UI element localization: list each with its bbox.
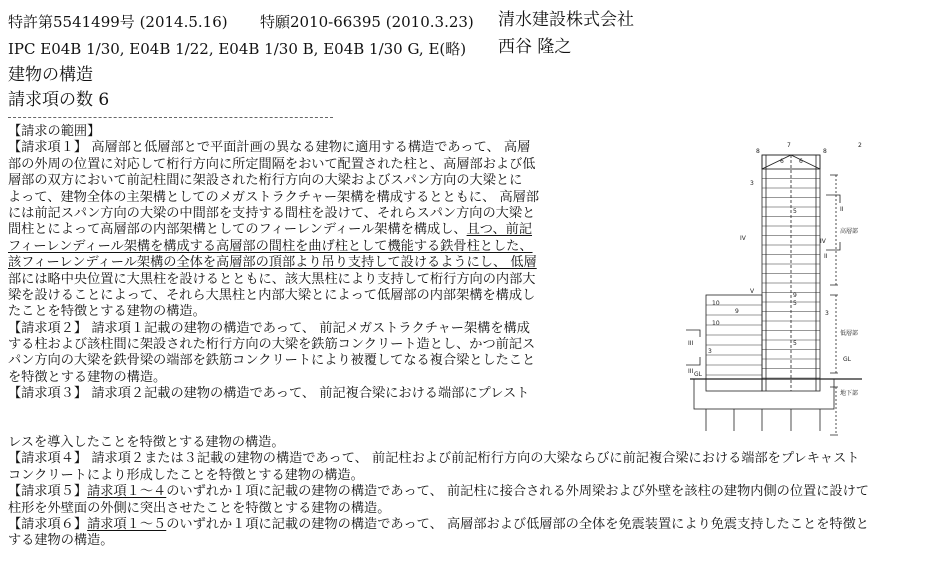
claims-line: [8, 222, 539, 238]
claims-line: 柱形を外壁面の外側に突出させたことを特徴とする建物の構造。: [8, 500, 391, 516]
claims-full-width: [8, 435, 869, 550]
label-IV: IV: [820, 238, 826, 245]
patent-title: 建物の構造: [8, 65, 93, 85]
ipc-classification: IPC E04B 1/30, E04B 1/22, E04B 1/30 B, E04B 1/30 G, E(略): [8, 40, 467, 58]
patent-number: 特許第5541499号 (2014.5.16): [8, 13, 228, 31]
claim-heading: 【請求項６】: [8, 516, 88, 532]
claims-line-text: 間柱とによって高層部の内部架構としてのフィーレンディール架構を構成し、: [8, 222, 467, 238]
label-gl: GL: [843, 356, 851, 363]
label-6: 6: [799, 158, 803, 165]
claims-line-underlined: フィーレンディール架構を構成する高層部の間柱を曲げ柱として機能する鉄骨柱とした、: [8, 238, 533, 254]
claims-line: [8, 517, 869, 533]
claims-line: する建物の構造。: [8, 533, 114, 549]
label-8: 8: [756, 148, 760, 155]
label-II: II: [824, 253, 828, 260]
claims-line: [8, 255, 539, 271]
label-9: 9: [793, 292, 797, 299]
claims-left-column: [8, 124, 539, 403]
claims-line: コンクリートにより形成したことを特徴とする建物の構造。: [8, 467, 364, 483]
label-6: 6: [780, 158, 784, 165]
claims-line: を特徴とする建物の構造。: [8, 369, 167, 385]
inventor-name: 西谷 隆之: [498, 37, 572, 57]
claims-count: 請求項の数 6: [8, 90, 110, 110]
claims-line-text: のいずれか１項に記載の建物の構造であって、 高層部および低層部の全体を免震装置により免震支持したことを特徴と: [166, 516, 869, 532]
label-7: 7: [787, 142, 791, 149]
label-5: 5: [793, 340, 797, 347]
label-high-rise: 高層部: [840, 228, 859, 235]
section-marks: [686, 195, 840, 365]
claims-line: レスを導入したことを特徴とする建物の構造。: [8, 435, 285, 450]
claim-reference: 請求項１～５: [87, 516, 167, 532]
underlined-text: 該フィーレンディール架構の全体を高層部の頂部より吊り支持して設けるようにし、 低層: [8, 255, 537, 271]
claims-line: [8, 484, 869, 500]
claims-line: よって、建物全体の主架構としてのメガストラクチャー架構を構成するとともに、 高層部: [8, 189, 540, 205]
label-3: 3: [708, 348, 712, 355]
claims-line: 部の外周の位置に対応して桁行方向に所定間隔をおいて配置された柱と、高層部および低: [8, 156, 536, 172]
label-8: 8: [823, 148, 827, 155]
applicant-name: 清水建設株式会社: [498, 10, 634, 30]
label-basement: 地下部: [840, 390, 859, 397]
label-3: 3: [825, 310, 829, 317]
claims-line: 【請求項２】 請求項１記載の建物の構造であって、 前記メガストラクチャー架構を構成: [8, 320, 530, 336]
basement: [694, 379, 834, 409]
label-5: 5: [793, 208, 797, 215]
label-V: V: [750, 288, 755, 295]
low-rise-floors: [706, 305, 762, 375]
claim-reference: 請求項１～４: [87, 484, 167, 500]
claim-heading: 【請求項５】: [8, 484, 88, 500]
claims-line: 【請求の範囲】: [8, 124, 101, 139]
building-section-figure: [680, 135, 942, 440]
claims-line: 【請求項４】 請求項２または３記載の建物の構造であって、 前記柱および前記桁行方向の大梁ならびに前記複合梁における端部をプレキャスト: [8, 451, 860, 467]
claims-line: 【請求項１】 高層部と低層部とで平面計画の異なる建物に適用する構造であって、 高層: [8, 140, 531, 156]
label-III: III: [688, 368, 694, 375]
label-10: 10: [712, 320, 720, 327]
application-number: 特願2010-66395 (2010.3.23): [260, 13, 474, 31]
claims-line: 【請求項３】 請求項２記載の建物の構造であって、 前記複合梁における端部にプレスト: [8, 386, 530, 402]
separator-line: [8, 117, 333, 118]
label-gl: GL: [694, 371, 702, 378]
label-2: 2: [858, 142, 862, 149]
label-III: III: [688, 340, 694, 347]
label-low-rise: 低層部: [840, 330, 859, 337]
claims-line: には前記スパン方向の大梁の中間部を支持する間柱を設けて、それらスパン方向の大梁と: [8, 205, 536, 221]
claims-line: 梁を設けることによって、それら大黒柱と内部大梁とによって低層部の内部架構を構成し: [8, 287, 536, 303]
label-IV: IV: [740, 235, 746, 242]
claims-line: パン方向の大梁を鉄骨梁の端部を鉄筋コンクリートにより被覆してなる複合梁としたこと: [8, 353, 536, 369]
underlined-text: 且つ、前記: [466, 222, 533, 238]
label-II: II: [840, 206, 844, 213]
low-rise-block: [706, 295, 762, 391]
claims-line: 部には略中央位置に大黒柱を設けるとともに、該大黒柱により支持して桁行方向の内部大: [8, 271, 536, 287]
claims-line: 層部の双方において前記柱間に架設された桁行方向の大梁およびスパン方向の大梁とに: [8, 173, 523, 189]
claims-line: たことを特徴とする建物の構造。: [8, 304, 206, 320]
claims-line: する柱および該柱間に架設された桁行方向の大梁を鉄筋コンクリート造とし、かつ前記ス: [8, 337, 536, 353]
label-5: 5: [793, 300, 797, 307]
building-outline: [686, 155, 862, 435]
label-9: 9: [735, 308, 739, 315]
label-3: 3: [750, 180, 754, 187]
label-10: 10: [712, 300, 720, 307]
claims-line-text: のいずれか１項に記載の建物の構造であって、 前記柱に接合される外周梁および外壁を該柱の建物内側の位置に設けて: [166, 484, 869, 500]
